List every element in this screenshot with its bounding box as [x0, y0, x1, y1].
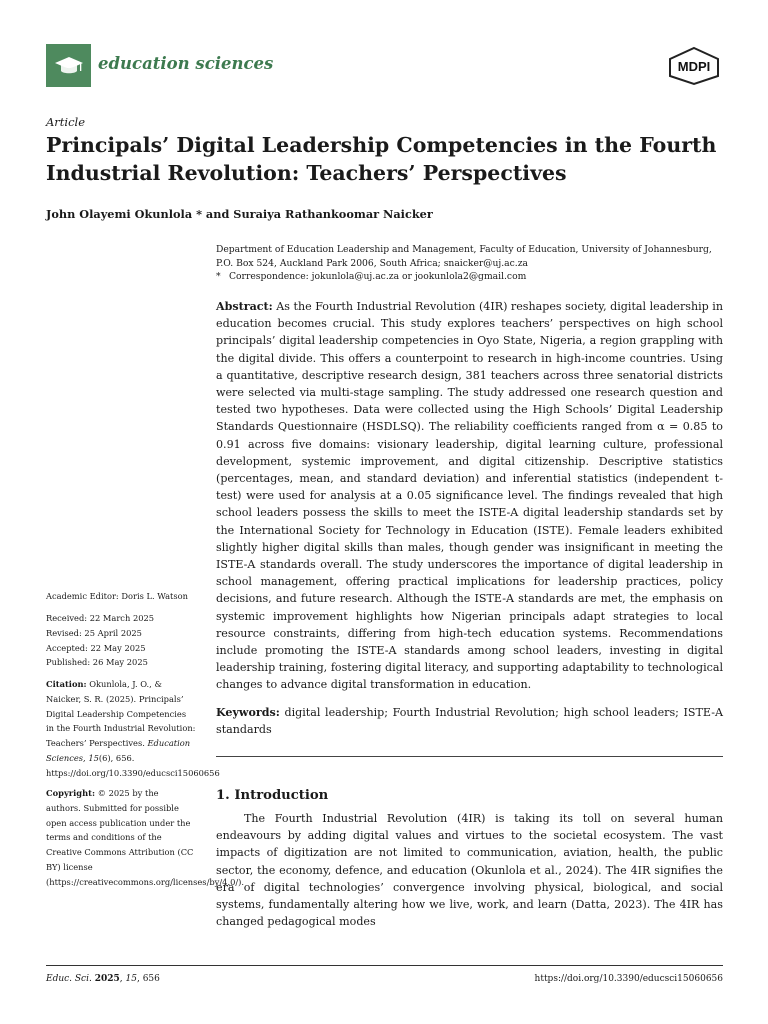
mdpi-logo-text: MDPI	[677, 59, 711, 74]
date-revised: Revised: 25 April 2025	[46, 627, 142, 638]
footer-journal-abbrev: Educ. Sci.	[46, 974, 92, 984]
author-list: John Olayemi Okunlola * and Suraiya Rathankoomar Naicker	[46, 207, 433, 221]
footer-doi-link[interactable]: https://doi.org/10.3390/educsci15060656	[534, 974, 723, 984]
citation-tail[interactable]: (6), 656. https://doi.org/10.3390/educsci15060656	[46, 752, 220, 778]
footer-journal-ref: Educ. Sci. 2025, 15, 656	[46, 974, 160, 984]
copyright-block	[46, 786, 245, 890]
academic-editor: Academic Editor: Doris L. Watson	[46, 591, 188, 601]
citation-text: Okunlola, J. O., & Naicker, S. R. (2025). Principals’ Digital Leadership Competencies in the Fourth Industrial Revolution: Teachers’ Perspectives.	[46, 679, 196, 749]
abstract-label: Abstract:	[216, 300, 273, 313]
copyright-text: © 2025 by the authors. Submitted for possible open access publication under the terms and conditions of the Creative Commons Attribution (CC BY) license (https://creativecommons.org/licenses/by/4.0/).	[46, 788, 245, 887]
citation-journal: Education Sciences, 15	[46, 738, 191, 763]
footer-divider	[46, 965, 723, 966]
footer-volume: 15	[125, 974, 137, 984]
correspondence	[216, 270, 726, 284]
article-title: Principals’ Digital Leadership Competencies in the Fourth Industrial Revolution: Teachers’ Perspectives	[46, 133, 717, 185]
section-heading-introduction: 1. Introduction	[216, 788, 329, 803]
correspondence-marker: *	[216, 271, 221, 282]
graduation-cap-icon	[54, 55, 84, 77]
keywords-text: digital leadership; Fourth Industrial Revolution; high school leaders; ISTE-A standards	[216, 706, 723, 737]
citation-label: Citation:	[46, 679, 87, 689]
publication-dates	[46, 611, 196, 670]
abstract	[216, 298, 723, 694]
journal-logo	[46, 44, 91, 87]
introduction-paragraph: The Fourth Industrial Revolution (4IR) is taking its toll on several human endeavours by adding digital values and virtues to the societal ecosystem. The vast impacts of digitization are not limited to communication, aviation, health, the public sector, the economy, defence, and education (Okunlola et al., 2024). The 4IR signifies the era of digital technologies’ convergence involving physical, biological, and social systems, fundamentally altering how we live, work, and learn (Datta, 2023). The 4IR has changed pedagogical modes	[216, 812, 723, 929]
date-accepted: Accepted: 22 May 2025	[46, 642, 146, 653]
mdpi-logo	[666, 46, 722, 86]
correspondence-text: Correspondence: jokunlola@uj.ac.za or jookunlola2@gmail.com	[229, 271, 527, 282]
keywords	[216, 704, 723, 738]
footer-article-number: 656	[142, 974, 160, 984]
abstract-text: As the Fourth Industrial Revolution (4IR) reshapes society, digital leadership in education becomes crucial. This study explores teachers’ perspectives on high school principals’ digital leadership competencies in Oyo State, Nigeria, a region grappling with the digital divide. This offers a counterpoint to research in high-income countries. Using a quantitative, descriptive research design, 381 teachers across three senatorial districts were selected via multi-stage sampling. The study addressed one research question and tested two hypotheses. Data were collected using the High Schools’ Digital Leadership Standards Questionnaire (HSDLSQ). The reliability coefficients ranged from α = 0.85 to 0.91 across five domains: visionary leadership, digital learning culture, professional development, systemic improvement, and digital citizenship. Descriptive statistics (percentages, mean, and standard deviation) and inferential statistics (independent t-test) were used for analysis at a 0.05 significance level. The findings revealed that high school leaders possess the skills to meet the ISTE-A digital leadership standards set by the International Society for Technology in Education (ISTE). Female leaders exhibited slightly higher digital skills than males, though gender was insignificant in meeting the ISTE-A standards overall. The study underscores the importance of digital leadership in school management, offering practical implications for leadership practices, policy decisions, and future research. Although the ISTE-A standards are met, the emphasis on systemic improvement highlights how Nigerian principals adapt strategies to local resource constraints, differing from high-tech education systems. Recommendations include promoting the ISTE-A standards among school leaders, investing in digital leadership training, fostering digital literacy, and supporting adaptability to technological changes to advance digital transformation in education.	[216, 300, 723, 692]
article-type: Article	[46, 115, 86, 129]
section-divider	[216, 756, 723, 757]
copyright-label: Copyright:	[46, 788, 96, 798]
affiliation: Department of Education Leadership and Management, Faculty of Education, University of Johannesburg, P.O. Box 524, Auckland Park 2006, South Africa; snaicker@uj.ac.za	[216, 244, 712, 269]
date-published: Published: 26 May 2025	[46, 657, 148, 668]
footer-year: 2025	[94, 974, 120, 984]
date-received: Received: 22 March 2025	[46, 613, 155, 623]
citation-block	[46, 677, 220, 781]
keywords-label: Keywords:	[216, 706, 280, 719]
journal-name: education sciences	[98, 54, 274, 73]
